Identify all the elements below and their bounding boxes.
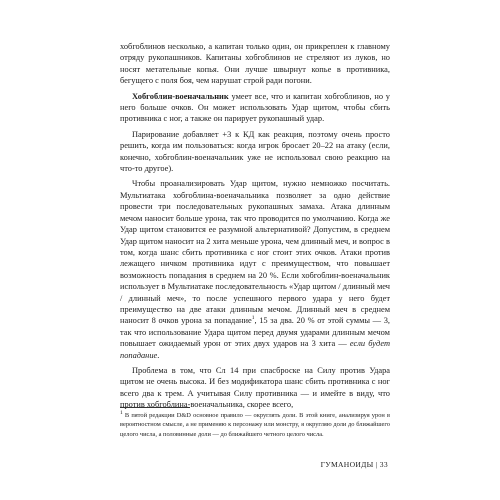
footnote-reference[interactable]: 1 — [251, 315, 255, 322]
emphasized-text: если будет попадание — [120, 339, 390, 360]
paragraph-text: , 15 за два. 20 % от этой суммы — 3, так что использование Удара щитом перед двумя ударами длинным мечом повышает ожидаемый урон от этих двух ударов на 3 хита — — [120, 316, 390, 349]
paragraph-hobgoblin-captain-continued — [120, 41, 390, 87]
run-in-heading: Хобгоблин-военачальник — [132, 91, 229, 101]
paragraph-text: Проблема в том, что Сл 14 при спасброске на Силу против Удара щитом не очень высока. И без модификатора шанс сбить противника с ног всего два к трем. А учитывая Силу противника — и имейте в виду, что против хобгоблина-военачальника, скорее всего, — [120, 365, 390, 410]
footnote-divider — [120, 407, 190, 408]
page-number: 33 — [379, 460, 388, 469]
body-text — [120, 41, 390, 411]
footnote-marker: 1 — [120, 409, 123, 416]
footnote-text: В пятой редакции D&D основное правило — округлять доли. В этой книге, анализируя урон в вероятностном смысле, а не применяю к персонажу или монстру, я округляю доли до ближайшего целого числа, а половинные доли — до ближайшего четного целого числа. — [120, 412, 390, 438]
paragraph-dc14-problem — [120, 365, 390, 411]
paragraph-text: умеет все, что и капитан хобгоблинов, но у него больше очков. Он может использовать Удар щитом, чтобы сбить противника с ног, а также он парирует рукопашный удар. — [120, 91, 390, 124]
footnote — [120, 411, 390, 439]
paragraph-shield-bash-analysis — [120, 178, 390, 361]
footer-separator: | — [375, 460, 378, 469]
paragraph-hobgoblin-warlord — [120, 91, 390, 125]
paragraph-text: Чтобы проанализировать Удар щитом, нужно немножко посчитать. Мультиатака хобгоблина-военачальника позволяет за одно действие провести три последовательных рукопашных замаха. Атака длинным мечом наносит больше урона, так что проводится по умолчанию. Когда же Удар щитом становится ее разумной альтернативой? Допустим, в среднем Удар щитом наносит на 2 хита меньше урона, чем длинный меч, и вопрос в том, когда шанс сбить противника с ног стоит этих очков. Атаки против лежащего ничком противника идут с преимуществом, что повышает возможность попадания в среднем на 20 %. Если хобгоблин-военачальник использует в Мультиатаке последовательность «Удар щитом / длинный меч / длинный меч», то после успешного первого удара у него будет преимущество на две атаки длинным мечом. Длинный меч в среднем наносит 8 очков урона за попадание — [120, 179, 390, 326]
paragraph-text: хобгоблинов несколько, а капитан только один, он прикреплен к главному отряду рукопашников. Капитаны хобгоблинов не стреляют из луков, но носят метательные копья. Они лучше швырнут копье в противника, бегущего с поля боя, чем нарушат строй ради погони. — [120, 42, 390, 86]
paragraph-text: Парирование добавляет +3 к КД как реакция, поэтому очень просто решить, когда им пользоваться: когда игрок бросает 20–22 на атаку (если, конечно, хобгоблин-военачальник уже не использовал свою реакцию на что-то другое). — [120, 129, 390, 174]
paragraph-parry — [120, 129, 390, 175]
running-title: ГУМАНОИДЫ — [320, 460, 374, 469]
paragraph-text: . — [157, 350, 160, 360]
running-footer — [321, 460, 388, 469]
